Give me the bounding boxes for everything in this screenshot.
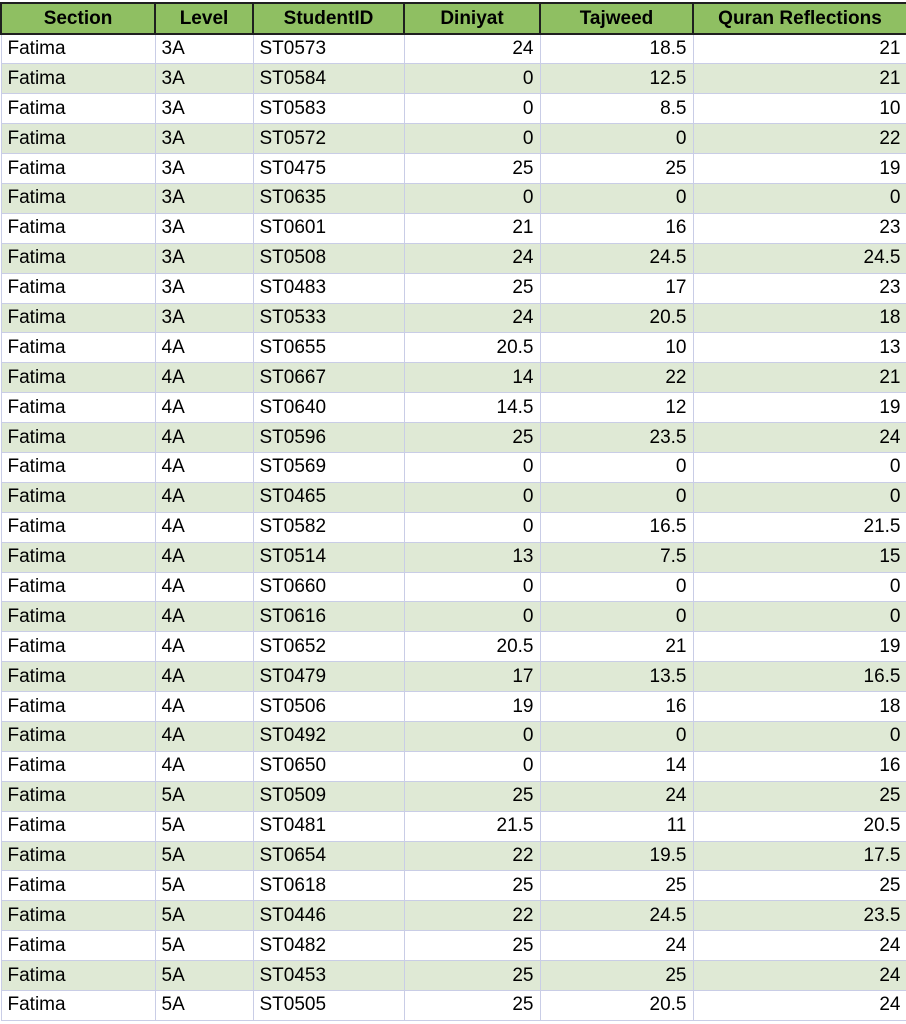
cell-diniyat[interactable]: 22 — [404, 841, 540, 871]
table-row — [1, 94, 906, 124]
cell-level[interactable]: 5A — [155, 931, 253, 961]
cell-tajweed[interactable]: 22 — [540, 363, 693, 393]
cell-section[interactable]: Fatima — [1, 303, 155, 333]
cell-student-id[interactable]: ST0654 — [253, 841, 404, 871]
cell-level[interactable]: 4A — [155, 721, 253, 751]
table-row — [1, 363, 906, 393]
cell-tajweed[interactable]: 12.5 — [540, 64, 693, 94]
cell-section[interactable]: Fatima — [1, 721, 155, 751]
cell-quran-reflections[interactable]: 19 — [693, 154, 906, 184]
cell-section[interactable]: Fatima — [1, 64, 155, 94]
cell-section[interactable]: Fatima — [1, 632, 155, 662]
cell-diniyat[interactable]: 25 — [404, 991, 540, 1021]
table-row — [1, 393, 906, 423]
table-row — [1, 841, 906, 871]
cell-student-id[interactable]: ST0483 — [253, 273, 404, 303]
cell-quran-reflections[interactable]: 16.5 — [693, 662, 906, 692]
cell-diniyat[interactable]: 25 — [404, 423, 540, 453]
cell-level[interactable]: 4A — [155, 662, 253, 692]
cell-quran-reflections[interactable]: 10 — [693, 94, 906, 124]
cell-student-id[interactable]: ST0596 — [253, 423, 404, 453]
cell-section[interactable]: Fatima — [1, 811, 155, 841]
cell-tajweed[interactable]: 17 — [540, 273, 693, 303]
cell-diniyat[interactable]: 0 — [404, 602, 540, 632]
column-header-student-id[interactable]: StudentID — [253, 3, 404, 34]
cell-level[interactable]: 3A — [155, 183, 253, 213]
cell-quran-reflections[interactable]: 21.5 — [693, 512, 906, 542]
cell-student-id[interactable]: ST0582 — [253, 512, 404, 542]
cell-level[interactable]: 4A — [155, 602, 253, 632]
cell-student-id[interactable]: ST0508 — [253, 243, 404, 273]
cell-diniyat[interactable]: 25 — [404, 273, 540, 303]
cell-level[interactable]: 3A — [155, 64, 253, 94]
cell-student-id[interactable]: ST0583 — [253, 94, 404, 124]
column-header-tajweed[interactable]: Tajweed — [540, 3, 693, 34]
cell-student-id[interactable]: ST0667 — [253, 363, 404, 393]
cell-section[interactable]: Fatima — [1, 662, 155, 692]
cell-level[interactable]: 4A — [155, 363, 253, 393]
table-row — [1, 243, 906, 273]
cell-tajweed[interactable]: 24 — [540, 931, 693, 961]
cell-section[interactable]: Fatima — [1, 183, 155, 213]
cell-section[interactable]: Fatima — [1, 34, 155, 64]
cell-quran-reflections[interactable]: 19 — [693, 632, 906, 662]
cell-level[interactable]: 4A — [155, 512, 253, 542]
cell-quran-reflections[interactable]: 13 — [693, 333, 906, 363]
table-row — [1, 991, 906, 1021]
header-row — [1, 3, 906, 34]
cell-section[interactable]: Fatima — [1, 512, 155, 542]
cell-diniyat[interactable]: 0 — [404, 124, 540, 154]
cell-level[interactable]: 4A — [155, 751, 253, 781]
cell-diniyat[interactable]: 25 — [404, 871, 540, 901]
table-row — [1, 213, 906, 243]
cell-diniyat[interactable]: 13 — [404, 542, 540, 572]
cell-quran-reflections[interactable]: 18 — [693, 692, 906, 722]
cell-diniyat[interactable]: 20.5 — [404, 632, 540, 662]
cell-diniyat[interactable]: 0 — [404, 572, 540, 602]
cell-section[interactable]: Fatima — [1, 991, 155, 1021]
table-row — [1, 452, 906, 482]
cell-quran-reflections[interactable]: 0 — [693, 721, 906, 751]
cell-diniyat[interactable]: 0 — [404, 512, 540, 542]
cell-diniyat[interactable]: 21 — [404, 213, 540, 243]
cell-tajweed[interactable]: 18.5 — [540, 34, 693, 64]
cell-diniyat[interactable]: 22 — [404, 901, 540, 931]
cell-tajweed[interactable]: 20.5 — [540, 303, 693, 333]
cell-tajweed[interactable]: 25 — [540, 961, 693, 991]
cell-level[interactable]: 4A — [155, 393, 253, 423]
cell-tajweed[interactable]: 19.5 — [540, 841, 693, 871]
table-row — [1, 781, 906, 811]
table-row — [1, 512, 906, 542]
column-header-diniyat[interactable]: Diniyat — [404, 3, 540, 34]
table-row — [1, 423, 906, 453]
table-row — [1, 482, 906, 512]
cell-student-id[interactable]: ST0572 — [253, 124, 404, 154]
cell-diniyat[interactable]: 25 — [404, 931, 540, 961]
cell-tajweed[interactable]: 8.5 — [540, 94, 693, 124]
cell-section[interactable]: Fatima — [1, 572, 155, 602]
table-row — [1, 64, 906, 94]
cell-diniyat[interactable]: 0 — [404, 751, 540, 781]
cell-diniyat[interactable]: 14 — [404, 363, 540, 393]
cell-level[interactable]: 4A — [155, 632, 253, 662]
cell-section[interactable]: Fatima — [1, 871, 155, 901]
cell-level[interactable]: 3A — [155, 243, 253, 273]
table-row — [1, 154, 906, 184]
cell-tajweed[interactable]: 24.5 — [540, 243, 693, 273]
cell-tajweed[interactable]: 16 — [540, 692, 693, 722]
cell-diniyat[interactable]: 0 — [404, 64, 540, 94]
column-header-section[interactable]: Section — [1, 3, 155, 34]
cell-tajweed[interactable]: 25 — [540, 154, 693, 184]
cell-diniyat[interactable]: 0 — [404, 94, 540, 124]
cell-level[interactable]: 5A — [155, 991, 253, 1021]
cell-diniyat[interactable]: 0 — [404, 452, 540, 482]
cell-student-id[interactable]: ST0446 — [253, 901, 404, 931]
cell-tajweed[interactable]: 13.5 — [540, 662, 693, 692]
cell-diniyat[interactable]: 0 — [404, 183, 540, 213]
cell-level[interactable]: 3A — [155, 94, 253, 124]
cell-student-id[interactable]: ST0514 — [253, 542, 404, 572]
cell-level[interactable]: 3A — [155, 303, 253, 333]
table-row — [1, 901, 906, 931]
cell-student-id[interactable]: ST0616 — [253, 602, 404, 632]
cell-section[interactable]: Fatima — [1, 931, 155, 961]
cell-student-id[interactable]: ST0482 — [253, 931, 404, 961]
cell-level[interactable]: 4A — [155, 542, 253, 572]
table-row — [1, 751, 906, 781]
cell-level[interactable]: 5A — [155, 961, 253, 991]
cell-section[interactable]: Fatima — [1, 452, 155, 482]
cell-tajweed[interactable]: 0 — [540, 124, 693, 154]
cell-tajweed[interactable]: 10 — [540, 333, 693, 363]
cell-diniyat[interactable]: 24 — [404, 243, 540, 273]
cell-tajweed[interactable]: 7.5 — [540, 542, 693, 572]
table-row — [1, 692, 906, 722]
cell-diniyat[interactable]: 25 — [404, 961, 540, 991]
cell-diniyat[interactable]: 19 — [404, 692, 540, 722]
cell-quran-reflections[interactable]: 24 — [693, 961, 906, 991]
cell-section[interactable]: Fatima — [1, 243, 155, 273]
cell-student-id[interactable]: ST0640 — [253, 393, 404, 423]
cell-student-id[interactable]: ST0475 — [253, 154, 404, 184]
cell-level[interactable]: 4A — [155, 692, 253, 722]
cell-section[interactable]: Fatima — [1, 393, 155, 423]
cell-section[interactable]: Fatima — [1, 542, 155, 572]
cell-level[interactable]: 5A — [155, 841, 253, 871]
cell-student-id[interactable]: ST0660 — [253, 572, 404, 602]
cell-tajweed[interactable]: 24.5 — [540, 901, 693, 931]
cell-quran-reflections[interactable]: 17.5 — [693, 841, 906, 871]
cell-diniyat[interactable]: 17 — [404, 662, 540, 692]
cell-tajweed[interactable]: 0 — [540, 721, 693, 751]
cell-student-id[interactable]: ST0652 — [253, 632, 404, 662]
cell-section[interactable]: Fatima — [1, 213, 155, 243]
cell-diniyat[interactable]: 21.5 — [404, 811, 540, 841]
cell-tajweed[interactable]: 20.5 — [540, 991, 693, 1021]
cell-quran-reflections[interactable]: 0 — [693, 482, 906, 512]
table-row — [1, 931, 906, 961]
cell-tajweed[interactable]: 0 — [540, 572, 693, 602]
cell-quran-reflections[interactable]: 0 — [693, 602, 906, 632]
cell-student-id[interactable]: ST0481 — [253, 811, 404, 841]
cell-diniyat[interactable]: 25 — [404, 781, 540, 811]
cell-student-id[interactable]: ST0584 — [253, 64, 404, 94]
cell-tajweed[interactable]: 12 — [540, 393, 693, 423]
table-row — [1, 333, 906, 363]
cell-section[interactable]: Fatima — [1, 781, 155, 811]
cell-student-id[interactable]: ST0453 — [253, 961, 404, 991]
cell-section[interactable]: Fatima — [1, 273, 155, 303]
cell-diniyat[interactable]: 24 — [404, 34, 540, 64]
cell-student-id[interactable]: ST0465 — [253, 482, 404, 512]
table-row — [1, 572, 906, 602]
cell-student-id[interactable]: ST0618 — [253, 871, 404, 901]
cell-quran-reflections[interactable]: 21 — [693, 363, 906, 393]
cell-quran-reflections[interactable]: 0 — [693, 452, 906, 482]
cell-diniyat[interactable]: 0 — [404, 721, 540, 751]
cell-level[interactable]: 3A — [155, 273, 253, 303]
cell-section[interactable]: Fatima — [1, 423, 155, 453]
cell-tajweed[interactable]: 0 — [540, 482, 693, 512]
table-row — [1, 273, 906, 303]
cell-level[interactable]: 3A — [155, 34, 253, 64]
cell-level[interactable]: 5A — [155, 901, 253, 931]
cell-quran-reflections[interactable]: 21 — [693, 64, 906, 94]
cell-diniyat[interactable]: 20.5 — [404, 333, 540, 363]
table-row — [1, 303, 906, 333]
cell-diniyat[interactable]: 0 — [404, 482, 540, 512]
cell-student-id[interactable]: ST0533 — [253, 303, 404, 333]
cell-level[interactable]: 4A — [155, 572, 253, 602]
cell-level[interactable]: 4A — [155, 333, 253, 363]
cell-tajweed[interactable]: 0 — [540, 183, 693, 213]
column-header-quran-reflections[interactable]: Quran Reflections — [693, 3, 906, 34]
table-row — [1, 542, 906, 572]
cell-student-id[interactable]: ST0573 — [253, 34, 404, 64]
cell-student-id[interactable]: ST0650 — [253, 751, 404, 781]
table-body — [1, 34, 906, 1020]
cell-tajweed[interactable]: 21 — [540, 632, 693, 662]
cell-student-id[interactable]: ST0569 — [253, 452, 404, 482]
cell-student-id[interactable]: ST0492 — [253, 721, 404, 751]
cell-student-id[interactable]: ST0506 — [253, 692, 404, 722]
cell-tajweed[interactable]: 0 — [540, 602, 693, 632]
cell-quran-reflections[interactable]: 23 — [693, 213, 906, 243]
cell-tajweed[interactable]: 23.5 — [540, 423, 693, 453]
table-row — [1, 662, 906, 692]
cell-level[interactable]: 3A — [155, 213, 253, 243]
cell-section[interactable]: Fatima — [1, 124, 155, 154]
cell-diniyat[interactable]: 24 — [404, 303, 540, 333]
cell-level[interactable]: 3A — [155, 124, 253, 154]
cell-quran-reflections[interactable]: 24 — [693, 423, 906, 453]
student-scores-table — [0, 2, 906, 1021]
table-header — [1, 3, 906, 34]
cell-level[interactable]: 4A — [155, 482, 253, 512]
cell-quran-reflections[interactable]: 22 — [693, 124, 906, 154]
cell-section[interactable]: Fatima — [1, 154, 155, 184]
column-header-level[interactable]: Level — [155, 3, 253, 34]
cell-quran-reflections[interactable]: 23 — [693, 273, 906, 303]
cell-tajweed[interactable]: 11 — [540, 811, 693, 841]
cell-student-id[interactable]: ST0509 — [253, 781, 404, 811]
cell-level[interactable]: 5A — [155, 781, 253, 811]
table-row — [1, 871, 906, 901]
cell-student-id[interactable]: ST0479 — [253, 662, 404, 692]
cell-level[interactable]: 4A — [155, 423, 253, 453]
cell-quran-reflections[interactable]: 24 — [693, 991, 906, 1021]
cell-quran-reflections[interactable]: 16 — [693, 751, 906, 781]
cell-quran-reflections[interactable]: 18 — [693, 303, 906, 333]
cell-level[interactable]: 3A — [155, 154, 253, 184]
cell-student-id[interactable]: ST0635 — [253, 183, 404, 213]
cell-tajweed[interactable]: 16.5 — [540, 512, 693, 542]
cell-quran-reflections[interactable]: 24 — [693, 931, 906, 961]
table-row — [1, 124, 906, 154]
cell-level[interactable]: 5A — [155, 871, 253, 901]
cell-quran-reflections[interactable]: 25 — [693, 871, 906, 901]
cell-quran-reflections[interactable]: 20.5 — [693, 811, 906, 841]
cell-tajweed[interactable]: 0 — [540, 452, 693, 482]
cell-diniyat[interactable]: 25 — [404, 154, 540, 184]
cell-tajweed[interactable]: 25 — [540, 871, 693, 901]
cell-section[interactable]: Fatima — [1, 901, 155, 931]
cell-quran-reflections[interactable]: 25 — [693, 781, 906, 811]
cell-quran-reflections[interactable]: 19 — [693, 393, 906, 423]
cell-quran-reflections[interactable]: 15 — [693, 542, 906, 572]
cell-section[interactable]: Fatima — [1, 841, 155, 871]
cell-quran-reflections[interactable]: 0 — [693, 572, 906, 602]
table-row — [1, 632, 906, 662]
cell-quran-reflections[interactable]: 21 — [693, 34, 906, 64]
cell-quran-reflections[interactable]: 23.5 — [693, 901, 906, 931]
cell-student-id[interactable]: ST0655 — [253, 333, 404, 363]
table-row — [1, 721, 906, 751]
cell-section[interactable]: Fatima — [1, 961, 155, 991]
cell-tajweed[interactable]: 24 — [540, 781, 693, 811]
cell-section[interactable]: Fatima — [1, 751, 155, 781]
cell-section[interactable]: Fatima — [1, 363, 155, 393]
table-row — [1, 34, 906, 64]
cell-level[interactable]: 4A — [155, 452, 253, 482]
cell-quran-reflections[interactable]: 0 — [693, 183, 906, 213]
cell-tajweed[interactable]: 16 — [540, 213, 693, 243]
table-row — [1, 811, 906, 841]
cell-student-id[interactable]: ST0505 — [253, 991, 404, 1021]
table-row — [1, 961, 906, 991]
cell-student-id[interactable]: ST0601 — [253, 213, 404, 243]
cell-diniyat[interactable]: 14.5 — [404, 393, 540, 423]
cell-section[interactable]: Fatima — [1, 602, 155, 632]
cell-level[interactable]: 5A — [155, 811, 253, 841]
cell-tajweed[interactable]: 14 — [540, 751, 693, 781]
cell-section[interactable]: Fatima — [1, 692, 155, 722]
cell-section[interactable]: Fatima — [1, 94, 155, 124]
cell-section[interactable]: Fatima — [1, 482, 155, 512]
cell-quran-reflections[interactable]: 24.5 — [693, 243, 906, 273]
cell-section[interactable]: Fatima — [1, 333, 155, 363]
table-row — [1, 183, 906, 213]
table-row — [1, 602, 906, 632]
